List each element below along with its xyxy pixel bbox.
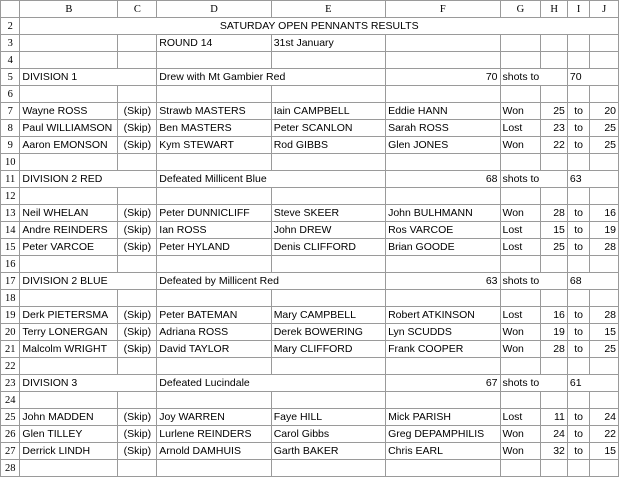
player-skip[interactable]: Ian ROSS [157,222,271,239]
skip-tag[interactable]: (Skip) [118,120,157,137]
round-label[interactable]: ROUND 14 [157,35,271,52]
player-lead[interactable]: Neil WHELAN [20,205,118,222]
player-lead[interactable]: Glen TILLEY [20,426,118,443]
cell-c-empty[interactable] [118,256,157,273]
row-header[interactable]: 13 [1,205,20,222]
cell-e-empty[interactable] [271,290,385,307]
cell-f-empty[interactable] [386,460,500,477]
cell-c-empty[interactable] [118,460,157,477]
column-header-d[interactable]: D [157,1,271,18]
row-header[interactable]: 28 [1,460,20,477]
row-header[interactable]: 6 [1,86,20,103]
cell-b-empty[interactable] [20,460,118,477]
row-header[interactable]: 26 [1,426,20,443]
cell-e-empty[interactable] [271,256,385,273]
player-skip[interactable]: Lurlene REINDERS [157,426,271,443]
game-result[interactable]: Lost [500,222,541,239]
table-row [1,341,619,358]
row-header[interactable]: 5 [1,69,20,86]
division-name[interactable]: DIVISION 3 [20,375,157,392]
cell-h-empty[interactable] [541,154,568,171]
game-to-label[interactable]: to [567,239,589,256]
player-third[interactable]: Robert ATKINSON [386,307,500,324]
game-score-for[interactable]: 23 [541,120,568,137]
game-score-against[interactable]: 25 [590,120,619,137]
player-third[interactable]: Chris EARL [386,443,500,460]
row-header[interactable]: 8 [1,120,20,137]
player-third[interactable]: Eddie HANN [386,103,500,120]
cell-h-empty[interactable] [541,358,568,375]
cell-c-empty[interactable] [118,290,157,307]
cell-j-empty[interactable] [590,86,619,103]
player-third[interactable]: Sarah ROSS [386,120,500,137]
division-score-against[interactable]: 70 [567,69,618,86]
cell-d-empty[interactable] [157,188,271,205]
division-score-for[interactable]: 68 [386,171,500,188]
player-skip[interactable]: Kym STEWART [157,137,271,154]
player-skip[interactable]: Peter DUNNICLIFF [157,205,271,222]
column-header-j[interactable]: J [590,1,619,18]
game-to-label[interactable]: to [567,103,589,120]
table-row [1,392,619,409]
player-second[interactable]: John DREW [271,222,385,239]
player-second[interactable]: Derek BOWERING [271,324,385,341]
player-third[interactable]: Lyn SCUDDS [386,324,500,341]
player-lead[interactable]: Wayne ROSS [20,103,118,120]
skip-tag[interactable]: (Skip) [118,103,157,120]
table-row [1,188,619,205]
row-header[interactable]: 20 [1,324,20,341]
game-score-against[interactable]: 15 [590,324,619,341]
game-score-against[interactable]: 20 [590,103,619,120]
cell-j-empty[interactable] [590,154,619,171]
division-score-against[interactable]: 63 [567,171,618,188]
game-score-for[interactable]: 16 [541,307,568,324]
table-row [1,171,619,188]
player-lead[interactable]: Terry LONERGAN [20,324,118,341]
division-result[interactable]: Defeated Lucindale [157,375,386,392]
cell-f-empty[interactable] [386,154,500,171]
cell-d-empty[interactable] [157,460,271,477]
cell-b-empty[interactable] [20,392,118,409]
cell-j-empty[interactable] [590,188,619,205]
cell-b-empty[interactable] [20,154,118,171]
table-row [1,290,619,307]
table-row [1,307,619,324]
cell-g-empty[interactable] [500,35,541,52]
game-to-label[interactable]: to [567,341,589,358]
row-header[interactable]: 22 [1,358,20,375]
row-header[interactable]: 14 [1,222,20,239]
table-row [1,375,619,392]
game-result[interactable]: Won [500,137,541,154]
game-score-against[interactable]: 28 [590,239,619,256]
game-result[interactable]: Won [500,205,541,222]
cell-i-empty[interactable] [567,256,589,273]
cell-b-empty[interactable] [20,188,118,205]
row-header[interactable]: 15 [1,239,20,256]
cell-i-empty[interactable] [567,35,589,52]
cell-g-empty[interactable] [500,52,541,69]
row-header[interactable]: 17 [1,273,20,290]
cell-d-empty[interactable] [157,392,271,409]
game-to-label[interactable]: to [567,137,589,154]
skip-tag[interactable]: (Skip) [118,324,157,341]
game-to-label[interactable]: to [567,324,589,341]
division-shots-to-label[interactable]: shots to [500,69,567,86]
player-third[interactable]: Mick PARISH [386,409,500,426]
cell-i-empty[interactable] [567,358,589,375]
cell-g-empty[interactable] [500,392,541,409]
cell-i-empty[interactable] [567,392,589,409]
table-row [1,103,619,120]
row-header[interactable]: 18 [1,290,20,307]
cell-e-empty[interactable] [271,392,385,409]
row-header[interactable]: 3 [1,35,20,52]
player-second[interactable]: Denis CLIFFORD [271,239,385,256]
column-header-b[interactable]: B [20,1,118,18]
game-score-for[interactable]: 32 [541,443,568,460]
division-result[interactable]: Defeated by Millicent Red [157,273,386,290]
row-header[interactable]: 7 [1,103,20,120]
cell-j-empty[interactable] [590,35,619,52]
table-row [1,52,619,69]
row-header[interactable]: 12 [1,188,20,205]
column-header-g[interactable]: G [500,1,541,18]
cell-e-empty[interactable] [271,460,385,477]
player-lead[interactable]: Paul WILLIAMSON [20,120,118,137]
game-score-for[interactable]: 15 [541,222,568,239]
division-result[interactable]: Drew with Mt Gambier Red [157,69,386,86]
player-third[interactable]: Greg DEPAMPHILIS [386,426,500,443]
cell-b-empty[interactable] [20,358,118,375]
division-score-for[interactable]: 70 [386,69,500,86]
table-row [1,273,619,290]
game-score-against[interactable]: 16 [590,205,619,222]
cell-b-empty[interactable] [20,52,118,69]
game-to-label[interactable]: to [567,426,589,443]
player-third[interactable]: Glen JONES [386,137,500,154]
cell-j-empty[interactable] [590,392,619,409]
player-second[interactable]: Mary CLIFFORD [271,341,385,358]
game-to-label[interactable]: to [567,307,589,324]
player-third[interactable]: John BULHMANN [386,205,500,222]
row-header[interactable]: 24 [1,392,20,409]
table-row [1,154,619,171]
cell-d-empty[interactable] [157,52,271,69]
player-second[interactable]: Faye HILL [271,409,385,426]
cell-e-empty[interactable] [271,154,385,171]
division-name[interactable]: DIVISION 1 [20,69,157,86]
division-shots-to-label[interactable]: shots to [500,273,567,290]
cell-g-empty[interactable] [500,256,541,273]
player-third[interactable]: Brian GOODE [386,239,500,256]
game-to-label[interactable]: to [567,120,589,137]
game-to-label[interactable]: to [567,409,589,426]
cell-d-empty[interactable] [157,86,271,103]
division-score-for[interactable]: 63 [386,273,500,290]
table-row [1,443,619,460]
cell-f-empty[interactable] [386,86,500,103]
row-header[interactable]: 27 [1,443,20,460]
game-result[interactable]: Won [500,324,541,341]
cell-g-empty[interactable] [500,460,541,477]
column-header-f[interactable]: F [386,1,500,18]
division-score-against[interactable]: 61 [567,375,618,392]
table-row [1,69,619,86]
skip-tag[interactable]: (Skip) [118,426,157,443]
player-skip[interactable]: Peter HYLAND [157,239,271,256]
game-score-for[interactable]: 11 [541,409,568,426]
cell-e-empty[interactable] [271,86,385,103]
player-second[interactable]: Mary CAMPBELL [271,307,385,324]
table-row [1,35,619,52]
division-shots-to-label[interactable]: shots to [500,171,567,188]
table-body [1,18,619,477]
table-row [1,426,619,443]
cell-j-empty[interactable] [590,256,619,273]
skip-tag[interactable]: (Skip) [118,205,157,222]
table-row [1,86,619,103]
game-to-label[interactable]: to [567,205,589,222]
skip-tag[interactable]: (Skip) [118,137,157,154]
player-lead[interactable]: Derk PIETERSMA [20,307,118,324]
player-second[interactable]: Iain CAMPBELL [271,103,385,120]
player-third[interactable]: Ros VARCOE [386,222,500,239]
cell-e-empty[interactable] [271,358,385,375]
cell-f-empty[interactable] [386,35,500,52]
skip-tag[interactable]: (Skip) [118,443,157,460]
table-row [1,239,619,256]
player-lead[interactable]: Malcolm WRIGHT [20,341,118,358]
table-row [1,18,619,35]
cell-f-empty[interactable] [386,358,500,375]
cell-c-empty[interactable] [118,86,157,103]
cell-h-empty[interactable] [541,392,568,409]
player-skip[interactable]: Ben MASTERS [157,120,271,137]
game-score-against[interactable]: 22 [590,426,619,443]
table-row [1,256,619,273]
cell-c-empty[interactable] [118,154,157,171]
game-score-against[interactable]: 24 [590,409,619,426]
game-score-for[interactable]: 28 [541,341,568,358]
cell-i-empty[interactable] [567,188,589,205]
player-lead[interactable]: Derrick LINDH [20,443,118,460]
cell-d-empty[interactable] [157,290,271,307]
column-header-i[interactable]: I [567,1,589,18]
page-title: SATURDAY OPEN PENNANTS RESULTS [20,18,619,35]
cell-c-empty[interactable] [118,358,157,375]
row-header[interactable]: 19 [1,307,20,324]
cell-g-empty[interactable] [500,188,541,205]
cell-j-empty[interactable] [590,358,619,375]
skip-tag[interactable]: (Skip) [118,239,157,256]
game-score-against[interactable]: 15 [590,443,619,460]
cell-g-empty[interactable] [500,154,541,171]
row-header[interactable]: 10 [1,154,20,171]
cell-i-empty[interactable] [567,460,589,477]
cell-i-empty[interactable] [567,154,589,171]
game-score-for[interactable]: 22 [541,137,568,154]
game-score-against[interactable]: 25 [590,137,619,154]
cell-g-empty[interactable] [500,290,541,307]
table-row [1,205,619,222]
cell-h-empty[interactable] [541,52,568,69]
row-header[interactable]: 4 [1,52,20,69]
table-row [1,324,619,341]
cell-h-empty[interactable] [541,35,568,52]
player-skip[interactable]: Joy WARREN [157,409,271,426]
player-skip[interactable]: Peter BATEMAN [157,307,271,324]
game-result[interactable]: Lost [500,120,541,137]
game-score-for[interactable]: 24 [541,426,568,443]
table-row [1,137,619,154]
cell-b-empty[interactable] [20,35,118,52]
player-lead[interactable]: Andre REINDERS [20,222,118,239]
table-row [1,222,619,239]
column-header-e[interactable]: E [271,1,385,18]
row-header[interactable]: 9 [1,137,20,154]
game-result[interactable]: Lost [500,307,541,324]
skip-tag[interactable]: (Skip) [118,409,157,426]
cell-b-empty[interactable] [20,86,118,103]
cell-c-empty[interactable] [118,188,157,205]
cell-h-empty[interactable] [541,256,568,273]
game-to-label[interactable]: to [567,443,589,460]
player-second[interactable]: Peter SCANLON [271,120,385,137]
cell-f-empty[interactable] [386,188,500,205]
cell-i-empty[interactable] [567,52,589,69]
cell-b-empty[interactable] [20,290,118,307]
skip-tag[interactable]: (Skip) [118,341,157,358]
game-score-for[interactable]: 19 [541,324,568,341]
cell-f-empty[interactable] [386,290,500,307]
column-header-c[interactable]: C [118,1,157,18]
skip-tag[interactable]: (Skip) [118,222,157,239]
round-date[interactable]: 31st January [271,35,385,52]
player-skip[interactable]: Arnold DAMHUIS [157,443,271,460]
game-result[interactable]: Won [500,426,541,443]
cell-g-empty[interactable] [500,86,541,103]
table-row [1,120,619,137]
division-result[interactable]: Defeated Millicent Blue [157,171,386,188]
cell-j-empty[interactable] [590,290,619,307]
cell-d-empty[interactable] [157,256,271,273]
select-all-corner[interactable] [1,1,20,18]
division-name[interactable]: DIVISION 2 RED [20,171,157,188]
row-header[interactable]: 2 [1,18,20,35]
player-second[interactable]: Rod GIBBS [271,137,385,154]
cell-c-empty[interactable] [118,52,157,69]
cell-h-empty[interactable] [541,290,568,307]
game-result[interactable]: Won [500,341,541,358]
player-skip[interactable]: Adriana ROSS [157,324,271,341]
player-lead[interactable]: John MADDEN [20,409,118,426]
cell-g-empty[interactable] [500,358,541,375]
cell-f-empty[interactable] [386,52,500,69]
cell-d-empty[interactable] [157,358,271,375]
game-result[interactable]: Won [500,103,541,120]
game-score-for[interactable]: 28 [541,205,568,222]
game-score-for[interactable]: 25 [541,103,568,120]
cell-f-empty[interactable] [386,256,500,273]
player-skip[interactable]: Strawb MASTERS [157,103,271,120]
table-row [1,460,619,477]
cell-c-empty[interactable] [118,392,157,409]
cell-c-empty[interactable] [118,35,157,52]
row-header[interactable]: 21 [1,341,20,358]
row-header[interactable]: 16 [1,256,20,273]
skip-tag[interactable]: (Skip) [118,307,157,324]
game-score-against[interactable]: 19 [590,222,619,239]
column-header-row [1,1,619,18]
row-header[interactable]: 23 [1,375,20,392]
cell-i-empty[interactable] [567,86,589,103]
cell-j-empty[interactable] [590,460,619,477]
cell-d-empty[interactable] [157,154,271,171]
game-result[interactable]: Won [500,443,541,460]
cell-b-empty[interactable] [20,256,118,273]
game-score-for[interactable]: 25 [541,239,568,256]
player-second[interactable]: Steve SKEER [271,205,385,222]
game-score-against[interactable]: 25 [590,341,619,358]
cell-i-empty[interactable] [567,290,589,307]
player-skip[interactable]: David TAYLOR [157,341,271,358]
cell-h-empty[interactable] [541,188,568,205]
game-to-label[interactable]: to [567,222,589,239]
cell-h-empty[interactable] [541,86,568,103]
player-lead[interactable]: Peter VARCOE [20,239,118,256]
row-header[interactable]: 11 [1,171,20,188]
game-score-against[interactable]: 28 [590,307,619,324]
game-result[interactable]: Lost [500,409,541,426]
cell-j-empty[interactable] [590,52,619,69]
player-third[interactable]: Frank COOPER [386,341,500,358]
player-lead[interactable]: Aaron EMONSON [20,137,118,154]
table-row [1,409,619,426]
cell-f-empty[interactable] [386,392,500,409]
cell-h-empty[interactable] [541,460,568,477]
game-result[interactable]: Lost [500,239,541,256]
division-score-for[interactable]: 67 [386,375,500,392]
division-score-against[interactable]: 68 [567,273,618,290]
row-header[interactable]: 25 [1,409,20,426]
table-row [1,358,619,375]
division-name[interactable]: DIVISION 2 BLUE [20,273,157,290]
division-shots-to-label[interactable]: shots to [500,375,567,392]
cell-e-empty[interactable] [271,52,385,69]
player-second[interactable]: Garth BAKER [271,443,385,460]
column-header-h[interactable]: H [541,1,568,18]
player-second[interactable]: Carol Gibbs [271,426,385,443]
cell-e-empty[interactable] [271,188,385,205]
